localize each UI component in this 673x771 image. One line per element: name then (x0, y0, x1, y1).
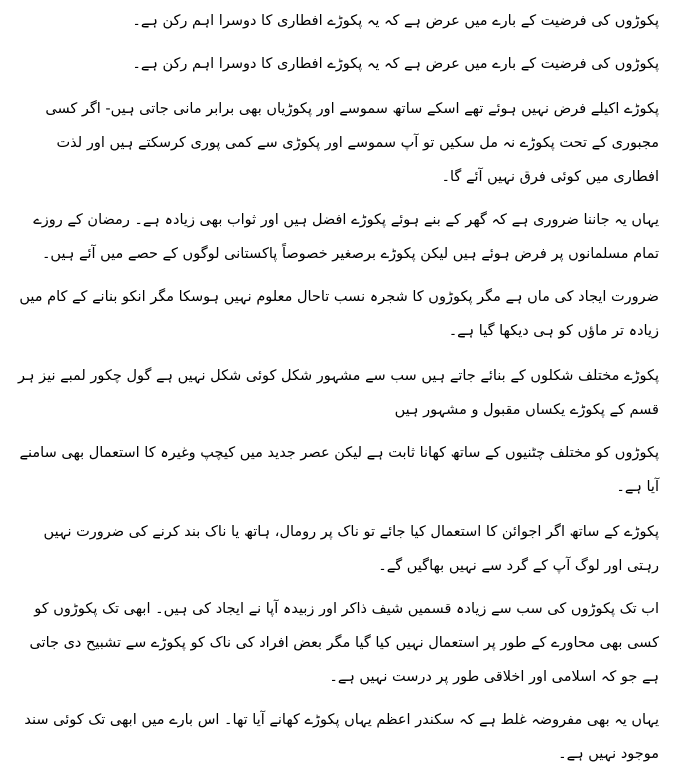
paragraph-9: اب تک پکوڑوں کی سب سے زیادہ قسمیں شیف ذاکر اور زبیدہ آپا نے ایجاد کی ہیں۔ ابھی تک پکوڑوں کو کسی بھی محاورے کے طور پر استعمال نہیں کیا گیا مگر بعض افراد کی ناک کو پکوڑے سے تشبیح دی جاتی ہے جو کہ اسلامی اور اخلاقی طور پر درست نہیں ہے۔ (29, 601, 659, 685)
paragraph-7: پکوڑوں کو مختلف چٹنیوں کے ساتھ کھانا ثابت ہے لیکن عصر جدید میں کیچپ وغیرہ کا استعمال بھی سامنے آیا ہے۔ (19, 445, 659, 495)
paragraph-4: یہاں یہ جاننا ضروری ہے کہ گھر کے بنے ہوئے پکوڑے افضل ہیں اور ثواب بھی زیادہ ہے۔ رمضان کے روزے تمام مسلمانوں پر فرض ہوئے ہیں لیکن پکوڑے برصغیر خصوصاً پاکستانی لوگوں کے حصے میں آئے ہیں۔ (33, 212, 659, 262)
paragraph-6: پکوڑے مختلف شکلوں کے بنائے جاتے ہیں سب سے مشہور شکل کوئی شکل نہیں ہے گول چکور لمبے نیز ہر قسم کے پکوڑے یکساں مقبول و مشہور ہیں (17, 368, 659, 418)
paragraph-3: پکوڑے اکیلے فرض نہیں ہوئے تھے اسکے ساتھ سموسے اور پکوڑیاں بھی برابر مانی جاتی ہیں- اگر کسی مجبوری کے تحت پکوڑے نہ مل سکیں تو آپ سموسے اور پکوڑی سے کمی پوری کرسکتے ہیں اور لذت افطاری میں کوئی فرق نہیں آئے گا۔ (45, 101, 659, 185)
paragraph-5: ضرورت ایجاد کی ماں ہے مگر پکوڑوں کا شجرہ نسب تاحال معلوم نہیں ہوسکا مگر انکو بنانے کے کام میں زیادہ تر ماؤں کو ہی دیکھا گیا ہے۔ (19, 289, 659, 339)
paragraph-2: پکوڑوں کی فرضیت کے بارے میں عرض ہے کہ یہ پکوڑے افطاری کا دوسرا اہم رکن ہے۔ (132, 56, 659, 72)
paragraph-8: پکوڑے کے ساتھ اگر اجوائن کا استعمال کیا جائے تو ناک پر رومال، ہاتھ یا ناک بند کرنے کی ضرورت نہیں رہتی اور لوگ آپ کے گرد سے نہیں بھاگیں گے۔ (43, 524, 659, 574)
paragraph-10: یہاں یہ بھی مفروضہ غلط ہے کہ سکندر اعظم یہاں پکوڑے کھانے آیا تھا۔ اس بارے میں ابھی تک کوئی سند موجود نہیں ہے۔ (24, 712, 659, 762)
paragraph-1: پکوڑوں کی فرضیت کے بارے میں عرض ہے کہ یہ پکوڑے افطاری کا دوسرا اہم رکن ہے۔ (132, 13, 659, 29)
